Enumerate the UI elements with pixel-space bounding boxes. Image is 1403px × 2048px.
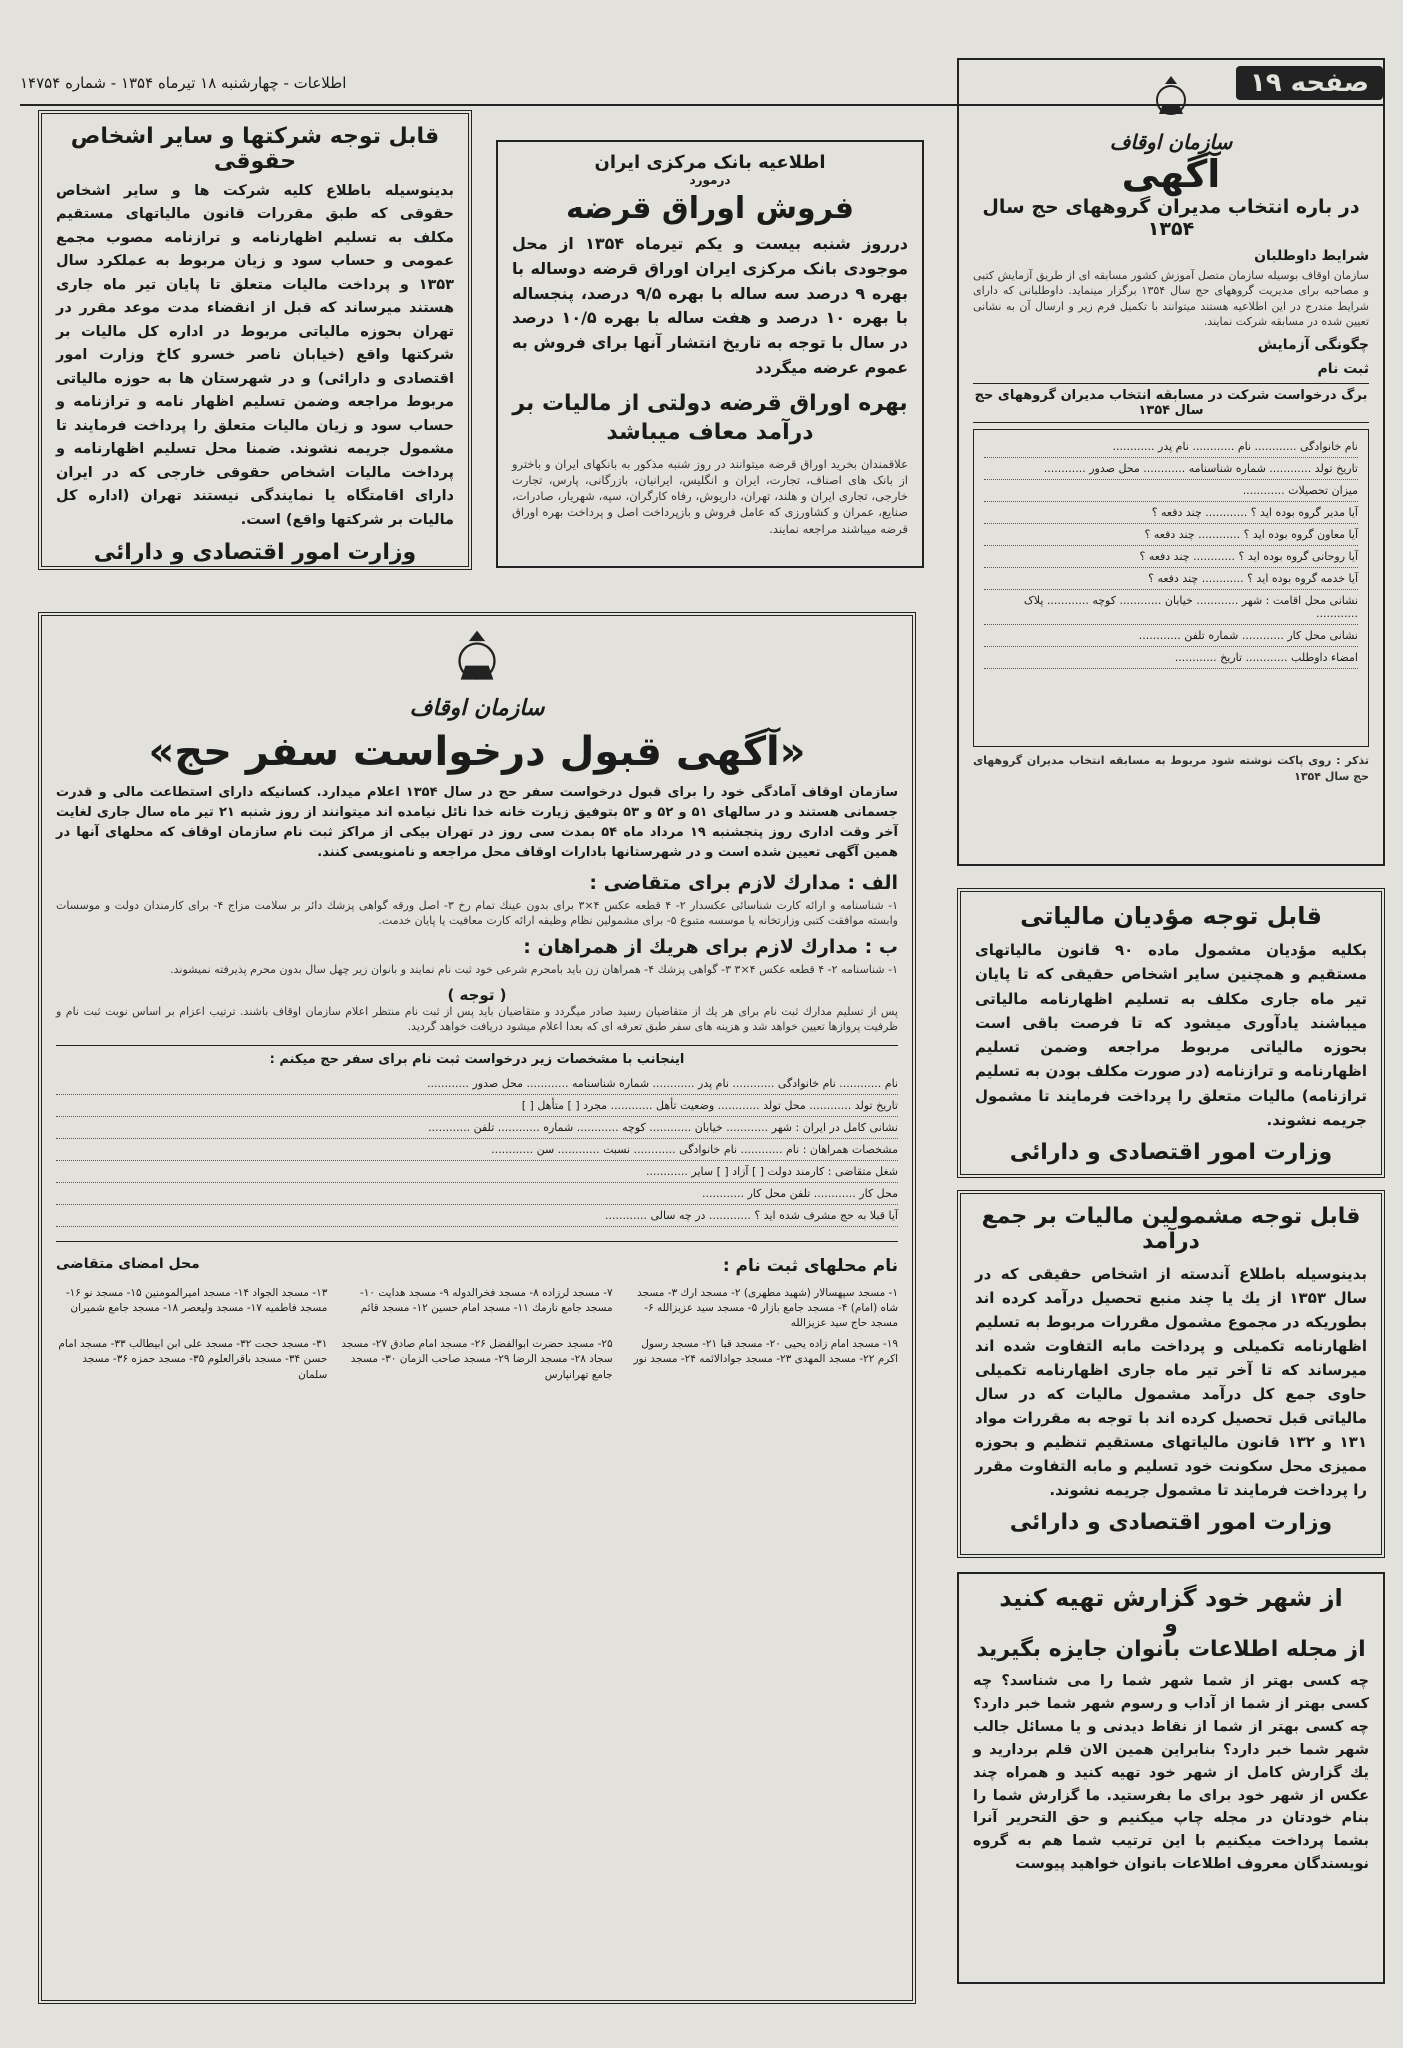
list-item: ۱۳- مسجد الجواد ۱۴- مسجد امیرالمومنین ۱۵- مسجد نو ۱۶- مسجد فاطمیه ۱۷- مسجد ولیعصر ۱۸- مسجد جامع شمیران (65, 1286, 328, 1314)
form-line[interactable]: میزان تحصیلات ............ (984, 480, 1358, 502)
form-line[interactable]: نام ............ نام خانوادگی ............ نام پدر ............ شماره شناسنامه ............ محل صدور ............ (56, 1073, 898, 1095)
awqaf-form-title: برگ درخواست شرکت در مسابقه انتخاب مدیران گروههای حج سال ۱۳۵۴ (973, 383, 1369, 423)
bank-notice-body: درروز شنبه بیست و یکم تیرماه ۱۳۵۴ از محل موجودی بانک مرکزی ایران اوراق قرضه دوساله با بهره ۹ درصد سه ساله با بهره ۹/۵ درصد، پنجساله با بهره ۱۰ درصد و هفت ساله با بهره ۱۰/۵ درصد در سال با توجه به تاریخ انتشار آنها برای فروش به عموم عرضه میگردد (512, 234, 909, 377)
income-notice-signature: وزارت امور اقتصادی و دارائی (1009, 1510, 1333, 1535)
companies-notice-signature: وزارت امور اقتصادی و دارائی (93, 540, 417, 566)
form-line[interactable]: آیا معاون گروه بوده اید ؟ ............ چند دفعه ؟ (984, 524, 1358, 546)
hajj-application-notice (38, 612, 916, 2004)
taxpayers-notice-body: بکلیه مؤدیان مشمول ماده ۹۰ قانون مالیاتهای مستقیم و همچنین سایر اشخاص حقیقی که تا پایان تیر ماه جاری مکلف به تسلیم اظهارنامه مالیاتی میباشند یادآوری میشود که تا فرصت باقی است بحوزه مالیاتی مربوط مراجعه وضمن تسلیم اظهارنامه و ترازنامه (در صورت مکلف بودن به تسلیم ترازنامه) مالیات متعلق را پرداخت فرمایند تا مشمول جریمه نشوند. (975, 941, 1368, 1130)
form-line[interactable]: تاریخ تولد ............ شماره شناسنامه ............ محل صدور ............ (984, 458, 1358, 480)
companies-tax-notice (38, 110, 472, 570)
hajj-notice-title: «آگهی قبول درخواست سفر حج» (148, 729, 806, 775)
issue-info: اطلاعات - چهارشنبه ۱۸ تیرماه ۱۳۵۴ - شماره ۱۴۷۵۴ (20, 74, 347, 92)
form-line[interactable]: تاریخ تولد ............ محل تولد ............ وضعیت تأهل ............ مجرد [ ] متأهل [ ] (56, 1095, 898, 1117)
form-line[interactable]: آیا روحانی گروه بوده اید ؟ ............ چند دفعه ؟ (984, 546, 1358, 568)
lion-and-sun-emblem-icon (1141, 70, 1201, 130)
income-notice-body: بدینوسیله باطلاع آندسته از اشخاص حقیقی که در سال ۱۳۵۳ از یك یا چند منبع تحصیل درآمد کرده اند بطوریکه در مجموع مشمول مقررات مربوط به تسلیم اظهارنامه تکمیلی و پرداخت مابه التفاوت شده اند میرساند که تا آخر تیر ماه جاری اظهارنامه تکمیلی حاوی جمع کل درآمد مشمول مالیات که در سال مالیاتی قبل تحصیل کرده اند با توجه به مقررات مواد ۱۳۱ و ۱۳۲ قانون مالیاتهای مستقیم تنظیم و بحوزه ممیزی محل سکونت خود تسلیم و مابه التفاوت مقرر را پرداخت فرمایند تا مشمول جریمه نشوند. (975, 1265, 1367, 1499)
hajj-attention-heading: ( توجه ) (447, 985, 507, 1004)
form-line[interactable]: شغل متقاضی : کارمند دولت [ ] آزاد [ ] سایر ............ (56, 1161, 898, 1183)
bank-notice-subtitle: درمورد (689, 173, 731, 187)
taxpayers-notice-signature: وزارت امور اقتصادی و دارائی (1009, 1140, 1333, 1166)
form-line[interactable]: نام خانوادگی ............ نام ............ نام پدر ............ (984, 436, 1358, 458)
awqaf-org-name: سازمان اوقاف (1109, 130, 1233, 154)
report-contest-notice (957, 1572, 1385, 1984)
form-line[interactable]: مشخصات همراهان : نام ............ نام خانوادگی ............ نسبت ............ سن ............ (56, 1139, 898, 1161)
lion-and-sun-emblem-icon (442, 626, 512, 696)
hajj-form-title: اینجانب با مشخصات زیر درخواست ثبت نام برای سفر حج میکنم : (269, 1051, 685, 1067)
bank-notice-fine: علاقمندان بخرید اوراق قرضه میتوانند در روز شنبه مذکور به بانکهای ایران و باخترو از بانک های اصناف، تجارت، ایران و انگلیس، ایرانیان، بازرگانی، پارس، تجارت خارجی، تجاری ایران و هلند، تهران، داریوش، رفاه کارگران، سپه، شهریار، صادرات، صنایع، عمران و کشاورزی که عامل فروش و بازپرداخت اصل و پرداخت بهره اوراق قرضه میباشند مراجعه نمایند. (512, 457, 908, 536)
section-registration: ثبت نام (1317, 361, 1369, 378)
form-line[interactable]: آیا خدمه گروه بوده اید ؟ ............ چند دفعه ؟ (984, 568, 1358, 590)
hajj-section-b-text: ۱- شناسنامه ۲- ۴ قطعه عکس ۴×۳ ۳- گواهی پزشك ۴- همراهان زن باید بامحرم شرعی خود ثبت نام نمایند و بانوان زیر چهل سال بدون محرم پذیرفته نمیشوند. (170, 963, 898, 977)
list-item: ۲۵- مسجد حضرت ابوالفضل ۲۶- مسجد امام صادق ۲۷- مسجد سجاد ۲۸- مسجد الرضا ۲۹- مسجد صاحب الزمان ۳۰- مسجد جامع تهرانپارس (341, 1338, 613, 1381)
list-item: ۱- مسجد سپهسالار (شهید مطهری) ۲- مسجد ارك ۳- مسجد شاه (امام) ۴- مسجد جامع بازار ۵- مسجد سید عزیزالله ۶- مسجد حاج سید عزیزالله (637, 1286, 898, 1329)
awqaf-notice-subtitle: در باره انتخاب مدیران گروههای حج سال ۱۳۵۴ (982, 195, 1360, 240)
report-title-2: و (1164, 1612, 1178, 1637)
list-item: ۱۹- مسجد امام زاده یحیی ۲۰- مسجد قبا ۲۱- مسجد رسول اکرم ۲۲- مسجد المهدی ۲۳- مسجد جوادالائمه ۲۴- مسجد نور (633, 1338, 898, 1366)
central-bank-notice (496, 140, 924, 568)
hajj-org-name: سازمان اوقاف (409, 696, 545, 721)
form-line[interactable]: آیا قبلا به حج مشرف شده اید ؟ ............ در چه سالی ............ (56, 1205, 898, 1227)
hajj-locations-list (56, 1286, 898, 1383)
taxpayers-notice-title: قابل توجه مؤدیان مالیاتی (1020, 902, 1322, 930)
page-number: صفحه ۱۹ (1236, 66, 1383, 100)
income-notice-title: قابل توجه مشمولین مالیات بر جمع درآمد (981, 1204, 1361, 1254)
section-exam: چگونگی آزمایش (1257, 337, 1369, 354)
form-line[interactable]: نشانی محل کار ............ شماره تلفن ............ (984, 625, 1358, 647)
hajj-section-a-text: ۱- شناسنامه و ارائه کارت شناسائی عکسدار ۲- ۴ قطعه عکس ۴×۳ برای بدون عینك تمام رخ ۳- اصل ورقه گواهی پزشك دائر بر سلامت مزاج ۴- برای کارمندان دولت و موسسات وابسته موافقت کتبی وزارتخانه یا موسسه متبوع ۵- برای مشمولین نظام وظیفه ارائه کارت معافیت یا پایان خدمت. (56, 898, 898, 927)
awqaf-form (973, 429, 1369, 747)
hajj-intro: سازمان اوقاف آمادگی خود را برای قبول درخواست سفر حج در سال ۱۳۵۴ اعلام میدارد. کسانیکه دارای استطاعت مالی و قدرت جسمانی هستند و در سالهای ۵۱ و ۵۲ و ۵۳ بتوفیق زیارت خانه خدا نائل نیامده اند میتوانند از روز شنبه ۲۱ تیر ماه سال جاری لغایت آخر وقت اداری روز پنجشنبه ۱۹ مرداد ماه ۵۴ بمدت سی روز در تهران بیکی از مراکز ثبت نام سازمان اوقاف که محلهای آنها در همین آگهی تعیین شده است و در شهرستانها بادارات اوقاف محل مراجعه و نامنویسی کنند. (56, 785, 899, 861)
hajj-locations-header: نام محلهای ثبت نام : (722, 1255, 898, 1276)
form-line[interactable]: امضاء داوطلب ............ تاریخ ............ (984, 647, 1358, 669)
bank-notice-title: اطلاعیه بانک مرکزی ایران (594, 152, 826, 173)
list-item: ۷- مسجد لرزاده ۸- مسجد فخرالدوله ۹- مسجد هدایت ۱۰- مسجد جامع نارمك ۱۱- مسجد امام حسین ۱۲- مسجد قائم (359, 1286, 613, 1314)
list-item: ۳۱- مسجد حجت ۳۲- مسجد علی ابن ابیطالب ۳۳- مسجد امام حسن ۳۴- مسجد باقرالعلوم ۳۵- مسجد حمزه ۳۶- مسجد سلمان (58, 1338, 328, 1381)
form-line[interactable]: نشانی کامل در ایران : شهر ............ خیابان ............ کوچه ............ شماره ............ تلفن ............ (56, 1117, 898, 1139)
form-line[interactable]: نشانی محل اقامت : شهر ............ خیابان ............ کوچه ............ پلاک ............ (984, 590, 1358, 625)
bank-notice-highlight: بهره اوراق قرضه دولتی از مالیات بر درآمد معاف میباشد (512, 390, 908, 446)
report-title-1: از شهر خود گزارش تهیه کنید (999, 1584, 1343, 1612)
awqaf-footer: تذکر : روی پاکت نوشته شود مربوط به مسابقه انتخاب مدیران گروههای حج سال ۱۳۵۴ (973, 754, 1369, 783)
section-conditions: شرایط داوطلبان (1254, 247, 1369, 264)
bank-notice-headline: فروش اوراق قرضه (565, 191, 855, 226)
report-title-3: از مجله اطلاعات بانوان جایزه بگیرید (976, 1637, 1366, 1662)
companies-notice-title: قابل توجه شرکتها و سایر اشخاص حقوقی (70, 124, 440, 174)
form-line[interactable]: آیا مدیر گروه بوده اید ؟ ............ چند دفعه ؟ (984, 502, 1358, 524)
hajj-signature-label: محل امضای متقاضی (56, 1255, 200, 1272)
hajj-attention-text: پس از تسلیم مدارك ثبت نام برای هر یك از متقاضیان رسید صادر میگردد و متقاضیان باید پس از ثبت نام منتظر اعلام سازمان اوقاف باشند. ترتیب اعزام بر اساس نوبت ثبت نام و ظرفیت پروازها تعیین خواهد شد و هزینه های سفر طبق تعرفه ای که بعدا اعلام میشود دریافت خواهد گردید. (56, 1004, 898, 1034)
form-line[interactable]: محل کار ............ تلفن محل کار ............ (56, 1183, 898, 1205)
taxpayers-notice (957, 888, 1385, 1178)
income-tax-notice (957, 1190, 1385, 1558)
companies-notice-body: بدینوسیله باطلاع کلیه شرکت ها و سایر اشخاص حقوقی که طبق مقررات قانون مالیاتهای مستقیم مکلف به تسلیم اظهارنامه و ترازنامه مصوب مجمع عمومی و حساب سود و زیان مربوط به عملکرد سال ۱۳۵۳ و پرداخت مالیات متعلق تا پایان تیر ماه جاری هستند میرساند که قبل از انقضاء مدت موعد مقرر در تهران بحوزه مالیاتی مربوط در اداره کل مالیات بر شرکتها واقع (خیابان ناصر خسرو کاخ وزارت امور اقتصادی و دارائی) و در شهرستان ها به حوزه مالیاتی مربوط مراجعه وضمن تسلیم اظهار نامه و ترازنامه و حساب سود و زیان مالیات متعلق را پرداخت فرمایند تا مشمول جریمه نشوند. ضمنا محل تسلیم اظهارنامه و پرداخت مالیات اشخاص حقوقی خارجی که در ایران دارای اقامتگاه یا نمایندگی نیستند تهران (اداره کل مالیات بر شرکتها واقع) است. (56, 183, 454, 528)
awqaf-notice-fine: سازمان اوقاف بوسیله سازمان متصل آموزش کشور مسابقه ای از طریق آزمایش کتبی و مصاحبه برای مدیریت گروههای حج سال ۱۳۵۴ برگزار مینماید. داوطلبانی که دارای شرایط مندرج در این اطلاعیه هستند میتوانند با تکمیل فرم زیر و ارسال آن به نشانی تعیین شده در مسابقه شرکت نمایند. (973, 268, 1369, 328)
report-body: چه کسی بهتر از شما شهر شما را می شناسد؟ چه کسی بهتر از شما از آداب و رسوم شهر شما خبر دارد؟ چه کسی بهتر از شما از نقاط دیدنی و یا مسائل جالب شهر شما خبر دارد؟ بنابراین همین الان قلم بردارید و یك گزارش کامل از شهر خود تهیه کنید و همراه چند عکس از شهر خود برای ما بفرستید. ما گزارش شما را بنام خودتان در مجله چاپ میکنیم و حق التحریر آنرا بشما پرداخت میکنیم با این ترتیب شما هم به گروه نویسندگان معروف اطلاعات بانوان خواهید پیوست (973, 1673, 1369, 1873)
awqaf-notice-title: آگهی (1121, 152, 1221, 196)
awqaf-managers-notice (957, 58, 1385, 866)
hajj-section-b: ب : مدارك لازم برای هریك از همراهان : (523, 936, 898, 959)
hajj-section-a: الف : مدارك لازم برای متقاضی : (589, 871, 898, 894)
hajj-form (56, 1045, 898, 1227)
